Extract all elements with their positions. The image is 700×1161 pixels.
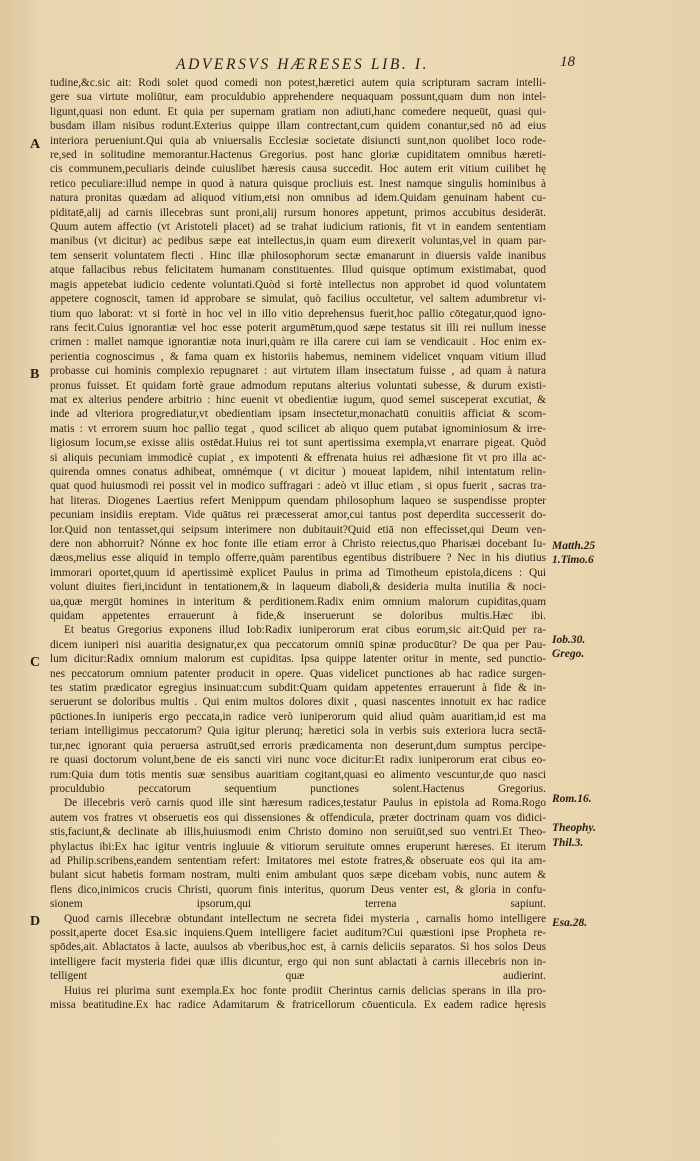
text-line: teriam intelligimus peccatorum? Quia igitur plerunq; hæretici sola in verbis suis exteriora lucra sectā- (50, 725, 546, 738)
text-line: spōdes,ait. Ablactatos à lacte, auulsos ab vberibus,hoc est, à carnis deliciis separatos. Si hos solos Deus (50, 941, 546, 954)
text-line: ligunt,quasi non edunt. Et quia per supernam gratiam non adiuti,hanc comedere nequeūt, quasi qui- (50, 105, 546, 118)
text-line: natura pronitas quædam ad aliquod vitium,etsi non omnibus ad idem.Quidam genuinam habent cu- (50, 192, 546, 205)
text-line: tes statim prædicator egregius insinuat:cum subdit:Quam quidam appetentes errauerunt à fide & in- (50, 682, 546, 695)
text-line: pronus fuisset. Et quidam fortè graue admodum reputans alterius voluntati subesse, & durum existi- (50, 379, 546, 392)
margin-note-thil: Thil.3. (552, 837, 584, 849)
text-line: crimen : mallet namque ignorantiæ nota inuri,quàm re illa carere cui iam se vendicauit . Hoc enim ex- (50, 336, 546, 349)
running-title: ADVERSVS HÆRESES LIB. I. (176, 56, 430, 73)
text-line: retico peculiare:illud nempe in quod à natura quisque procliuis est. Inest namque singulis hominibus à (50, 177, 546, 190)
text-line: rans fecit.Cuius ignorantiæ vel hoc esse poterit argumētum,quod sæpe testatus sit illi rei nullum inesse (50, 321, 546, 334)
body-text (50, 76, 546, 1012)
section-letter-b: B (30, 367, 40, 382)
text-line: tium quo laborat: vt si fortè in hoc vel in illo vitio deprehensus fuerit,hoc pallio cōtegatur,quod igno- (50, 307, 546, 320)
text-line: autem vos fratres vt obseruetis eos qui dissensiones & offendicula, præter doctrinam quam vos didici- (50, 811, 546, 824)
text-line: Et beatus Gregorius exponens illud Iob:Radix iuniperorum erat cibus eorum,sic ait:Quid per ra- (64, 624, 546, 637)
margin-note-iob: Iob.30. (552, 634, 586, 646)
text-line: seruerunt se doloribus multis . Qui enim multos dolores dixit , quasi nascentes innotuit ex hac radice (50, 696, 546, 709)
text-line: hat literas. Diogenes Laertius refert Menippum quendam philosophum laqueo se suspendisse propter (50, 494, 546, 507)
text-line: tur,nec ignorant quia peruersa astruūt,sed erroris prædicamenta non deserunt,dum sumptus percipe- (50, 739, 546, 752)
running-head (0, 56, 700, 76)
text-line: possit,aperte docet Esa.sic inquiens.Quem intelligere faciet auditum?Cui quæstioni ipse Propheta re- (50, 926, 546, 939)
text-line: perientia cognoscimus , & fama quam ex historiis habemus, neminem videlicet vnquam vitium illud (50, 350, 546, 363)
margin-note-theophy: Theophy. (552, 822, 596, 834)
text-line: pecuniam insidiis ereptam. Vide quātus rei præcesserat amor,cui tantus post deperdita successerit do- (50, 509, 546, 522)
text-line: interiora perueniunt.Qui quia ab vniuersalis Ecclesiæ societate disiuncti sunt,non quolibet loco rode- (50, 134, 546, 147)
margin-note-rom: Rom.16. (552, 793, 592, 805)
margin-note-grego: Grego. (552, 648, 585, 660)
text-line: Quod carnis illecebræ obtundant intellectum ne secreta fidei mysteria , carnalis homo intelligere (64, 912, 546, 925)
text-line: telligent quæ audierint. (50, 970, 546, 983)
text-line: immorari oportet,quum id apertissimè explicet Paulus in prima ad Timotheum epistola,dicens : Qui (50, 566, 546, 579)
text-line: intelligere facit mysteria fidei quæ illis dicuntur, ergo qui non sunt ablactati à carnis illecebris non in- (50, 955, 546, 968)
text-line: Quum autem affectio (vt Aristoteli placet) ad se trahat iudicium rationis, fit vt in eandem sententiam (50, 221, 546, 234)
text-line: volunt diuites fieri,incidunt in tentationem,& in laqueum diaboli,& desideria multa inutilia & noci- (50, 581, 546, 594)
text-line: appetere cognoscit, tamen id approbare se simulat, quò facilius occultetur, vel saltem adumbretur vi- (50, 293, 546, 306)
text-line: De illecebris verò carnis quod ille sint hæresum radices,testatur Paulus in epistola ad Roma.Rogo (64, 797, 546, 810)
text-line: piditatē,alij ad carnis illecebras sunt proni,alij rursum honores appetunt, primos accubitus desiderāt. (50, 206, 546, 219)
text-line: probasse cui hominis complexio repugnaret : aut virtutem illam insectatum fuisse , ad quam à natura (50, 365, 546, 378)
text-line: flens dico,inimicos crucis Christi, quorum finis interitus, quorum Deus venter est, & gloria in confu- (50, 883, 546, 896)
margin-note-esa: Esa.28. (552, 917, 588, 929)
section-letter-a: A (30, 137, 41, 152)
section-letter-c: C (30, 655, 41, 670)
text-line: missa beatitudine.Ex hac radice Adamitarum & fratricellorum cōuenticula. Ex eadem radice hęresis (50, 999, 546, 1011)
text-line: busdam illam nisibus rodunt.Exterius quippe illam contrectant,cum quidem conantur,sed nō ad eius (50, 120, 546, 133)
section-letter-d: D (30, 914, 41, 929)
text-line: dæos,melius esse aliquid in templo offerre,quàm parentibus egentibus distribuere ? Nec in his diutius (50, 552, 546, 565)
text-line: lum dicitur:Radix omnium malorum est cupiditas. Ipsa quippe latenter oritur in mente, sed punctio- (50, 653, 546, 666)
text-line: matis : vt errorem suum hoc pallio tegat , quod scilicet ab aliquo quem putabat ignominiosum & irre- (50, 422, 546, 435)
margin-note-matth: Matth.25 (552, 540, 596, 552)
text-line: manibus (vt dicitur) ac pedibus sæpe eat intellectus,in quam eum direxerit voluntas,vel in quam par- (50, 235, 546, 248)
text-line: dere non abhorruit? Nónne ex hoc fonte ille etiam error à Christo reiectus,quo Pharisæi docebant Iu- (50, 538, 546, 550)
text-line: mat ex alterius pendere arbitrio : hinc euenit vt obedientiæ iugum, quod semel susceperat excutiat, & (50, 393, 546, 406)
text-line: rum:Quia dum totis mentis suæ sensibus auaritiam cogitant,quasi eo alimento vescuntur,de quo nasci (50, 768, 546, 781)
text-line: tudine,&c.sic ait: Rodi solet quod comedi non potest,hæretici autem quia scripturam sacram intelli- (50, 77, 546, 89)
text-line: lor.Quid non tentasset,qui seipsum interimere non dubitauit?Quid etiā non effecisset,qui Deum ven- (50, 523, 546, 536)
text-line: phylactus ibi:Ex hac igitur ventris ingluuie & vitiorum seruitute omnes eruperunt hæreses. Et iterum (50, 840, 546, 853)
text-line: atque fallacibus rebus felicitatem humanam constituentes. Illud quisque optimum existimabat, quod (50, 264, 546, 277)
text-line: ligiosum locum,se exisse aliis ostēdat.Huius rei tot sunt apertissima exempla,vt enarrare pigeat. Quòd (50, 437, 546, 450)
text-line: tem senserit voluntatem flecti . Hinc illæ philosophorum sectæ emanarunt in diuersis valde inanibus (50, 249, 546, 262)
text-line: inde ad vlteriora progrediatur,vt obedientiam ipsam insectetur,monachatū conuitiis afficiat & scom- (50, 408, 546, 421)
text-line: proculdubio peccatorum sequentium punctiones solent.Hactenus Gregorius. (50, 782, 546, 795)
text-line: re,sed in solitudine memorantur.Hactenus Gregorius. post hanc gloriæ cupiditatem omnibus hæreti- (50, 149, 546, 162)
text-line: si aliquis pecuniam immodicè cupiat , ex impotenti & effrenata huius rei adhæsione fit vt pro illa ac- (50, 451, 546, 464)
text-line: bulant sicut habetis formam nostram, multi enim ambulant quos sæpe dicebam vobis, nunc autem & (50, 869, 546, 882)
text-line: quidam appetentes errauerunt à fide,& inseruerunt se doloribus multis.Hæc ibi. (50, 610, 546, 623)
text-line: ua,quæ mergūt homines in interitum & perditionem.Radix enim omnium malorum cupiditas,quam (50, 595, 546, 608)
text-line: stis,faciunt,& declinate ab illis,huiusmodi enim Christo domino non seruiūt,sed suo ventri.Et Theo- (50, 826, 546, 839)
text-line: nes peccatorum omnium patenter producit in opere. Quas videlicet punctiones ab hac radice surgen- (50, 667, 546, 680)
text-line: gere sua virtute moliūtur, eam proculdubio apprehendere nequaquam possunt,quam dum non intel- (50, 91, 546, 104)
text-line: cis communem,peculiaris deinde cuiuslibet hæresis causa succedit. Hoc autem erit vitium cuilibet hę (50, 163, 546, 176)
text-line: ad Philip.scribens,eandem sententiam refert: Imitatores mei estote fratres,& obseruate eos qui ita am- (50, 854, 546, 867)
text-line: pūctiones.In iuniperis ergo peccata,in radice verò iuniperorum quid aliud quàm auaritiam,id est ma (50, 710, 546, 723)
text-line: quat quod huiusmodi rei possit vel in modico suffragari : adeò vt illuc etiam , si opus fuerit , sacras tra- (50, 480, 546, 493)
page-number: 18 (560, 54, 575, 70)
text-line: sionem ipsorum,qui terrena sapiunt. (50, 898, 546, 911)
text-line: Huius rei plurima sunt exempla.Ex hoc fonte prodiit Cherintus carnis delicias sperans in illa pro- (64, 984, 546, 997)
text-line: dicem iuniperi nisi auaritia designatur,ex qua peccatorum omniū spinæ producūtur? De qua per Pau- (50, 638, 546, 651)
text-line: re quasi doctorum volunt,bene de eis sancti viri nunc voce dicitur:Et radix iuniperorum erat cibus eo- (50, 754, 546, 767)
margin-note-timo: 1.Timo.6 (552, 554, 594, 566)
text-line: quirenda omnes conatus adhibeat, omnémque ( vt dicitur ) moueat lapidem, nihil intentatum relin- (50, 465, 546, 478)
text-line: magis appetebat iudicio cedente voluntati.Quòd si fortè intellectus non approbet id quod voluntatem (50, 278, 546, 291)
